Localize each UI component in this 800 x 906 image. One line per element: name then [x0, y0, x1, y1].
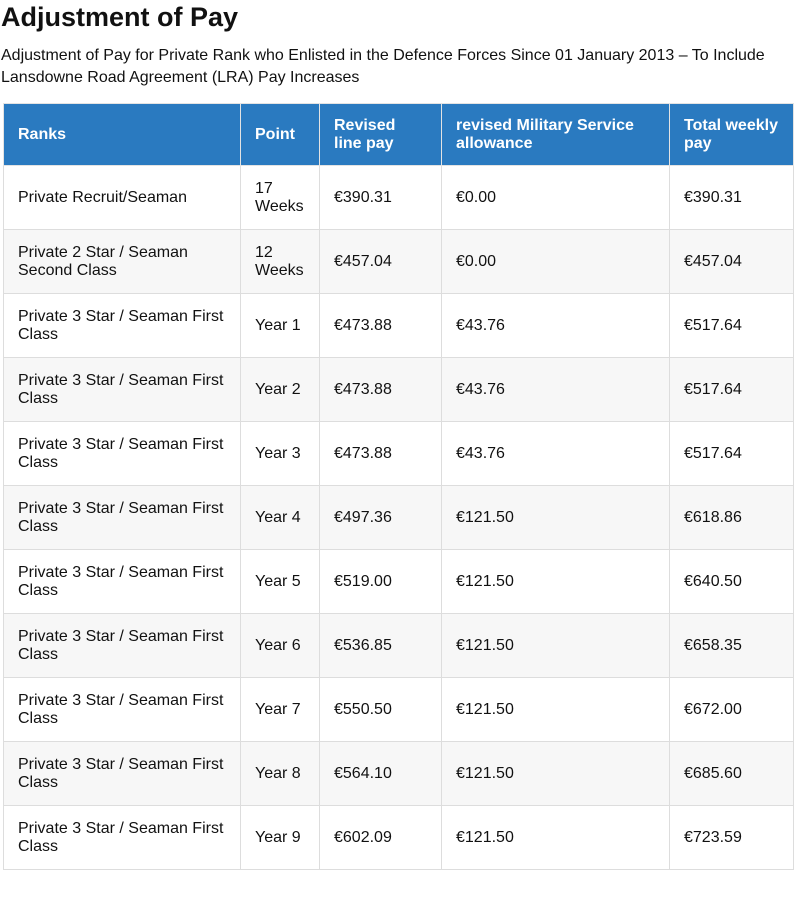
- page-title: Adjustment of Pay: [1, 2, 239, 32]
- rank-cell: Private 3 Star / Seaman First Class: [4, 742, 241, 806]
- line-pay-cell: €602.09: [320, 806, 442, 870]
- table-body: [4, 166, 794, 870]
- header-total-weekly-pay: Total weekly pay: [670, 104, 794, 166]
- total-pay-cell: €672.00: [670, 678, 794, 742]
- allowance-cell: €121.50: [442, 806, 670, 870]
- intro-text: Adjustment of Pay for Private Rank who Enlisted in the Defence Forces Since 01 January 2013 – To Include Lansdowne Road Agreement (LRA) Pay Increases: [1, 47, 765, 86]
- table-row: [4, 294, 794, 358]
- total-pay-cell: €390.31: [670, 166, 794, 230]
- line-pay-cell: €473.88: [320, 358, 442, 422]
- allowance-cell: €121.50: [442, 486, 670, 550]
- header-point: Point: [241, 104, 320, 166]
- total-pay-cell: €640.50: [670, 550, 794, 614]
- table-row: [4, 486, 794, 550]
- pay-table: [3, 103, 794, 870]
- point-cell: Year 4: [241, 486, 320, 550]
- point-cell: Year 7: [241, 678, 320, 742]
- line-pay-cell: €497.36: [320, 486, 442, 550]
- point-cell: 12 Weeks: [241, 230, 320, 294]
- line-pay-cell: €564.10: [320, 742, 442, 806]
- point-cell: Year 9: [241, 806, 320, 870]
- point-cell: Year 6: [241, 614, 320, 678]
- table-row: [4, 678, 794, 742]
- line-pay-cell: €519.00: [320, 550, 442, 614]
- line-pay-cell: €390.31: [320, 166, 442, 230]
- allowance-cell: €43.76: [442, 294, 670, 358]
- rank-cell: Private 3 Star / Seaman First Class: [4, 486, 241, 550]
- total-pay-cell: €517.64: [670, 294, 794, 358]
- rank-cell: Private 3 Star / Seaman First Class: [4, 678, 241, 742]
- line-pay-cell: €457.04: [320, 230, 442, 294]
- table-header: [4, 104, 794, 166]
- table-row: [4, 614, 794, 678]
- line-pay-cell: €473.88: [320, 294, 442, 358]
- table-row: [4, 550, 794, 614]
- allowance-cell: €43.76: [442, 422, 670, 486]
- total-pay-cell: €685.60: [670, 742, 794, 806]
- total-pay-cell: €457.04: [670, 230, 794, 294]
- allowance-cell: €0.00: [442, 166, 670, 230]
- total-pay-cell: €723.59: [670, 806, 794, 870]
- rank-cell: Private 3 Star / Seaman First Class: [4, 294, 241, 358]
- allowance-cell: €43.76: [442, 358, 670, 422]
- point-cell: 17 Weeks: [241, 166, 320, 230]
- point-cell: Year 2: [241, 358, 320, 422]
- table-row: [4, 166, 794, 230]
- rank-cell: Private Recruit/Seaman: [4, 166, 241, 230]
- header-revised-line-pay: Revised line pay: [320, 104, 442, 166]
- header-military-service-allowance: revised Military Service allowance: [442, 104, 670, 166]
- rank-cell: Private 3 Star / Seaman First Class: [4, 422, 241, 486]
- total-pay-cell: €618.86: [670, 486, 794, 550]
- allowance-cell: €121.50: [442, 550, 670, 614]
- point-cell: Year 8: [241, 742, 320, 806]
- table-row: [4, 806, 794, 870]
- line-pay-cell: €473.88: [320, 422, 442, 486]
- table-row: [4, 230, 794, 294]
- table-row: [4, 422, 794, 486]
- header-row: [4, 104, 794, 166]
- rank-cell: Private 3 Star / Seaman First Class: [4, 550, 241, 614]
- allowance-cell: €121.50: [442, 614, 670, 678]
- point-cell: Year 1: [241, 294, 320, 358]
- table-row: [4, 358, 794, 422]
- point-cell: Year 3: [241, 422, 320, 486]
- total-pay-cell: €517.64: [670, 422, 794, 486]
- table-row: [4, 742, 794, 806]
- rank-cell: Private 2 Star / Seaman Second Class: [4, 230, 241, 294]
- allowance-cell: €121.50: [442, 742, 670, 806]
- header-ranks: Ranks: [4, 104, 241, 166]
- rank-cell: Private 3 Star / Seaman First Class: [4, 614, 241, 678]
- line-pay-cell: €536.85: [320, 614, 442, 678]
- total-pay-cell: €517.64: [670, 358, 794, 422]
- total-pay-cell: €658.35: [670, 614, 794, 678]
- allowance-cell: €121.50: [442, 678, 670, 742]
- allowance-cell: €0.00: [442, 230, 670, 294]
- line-pay-cell: €550.50: [320, 678, 442, 742]
- point-cell: Year 5: [241, 550, 320, 614]
- rank-cell: Private 3 Star / Seaman First Class: [4, 806, 241, 870]
- rank-cell: Private 3 Star / Seaman First Class: [4, 358, 241, 422]
